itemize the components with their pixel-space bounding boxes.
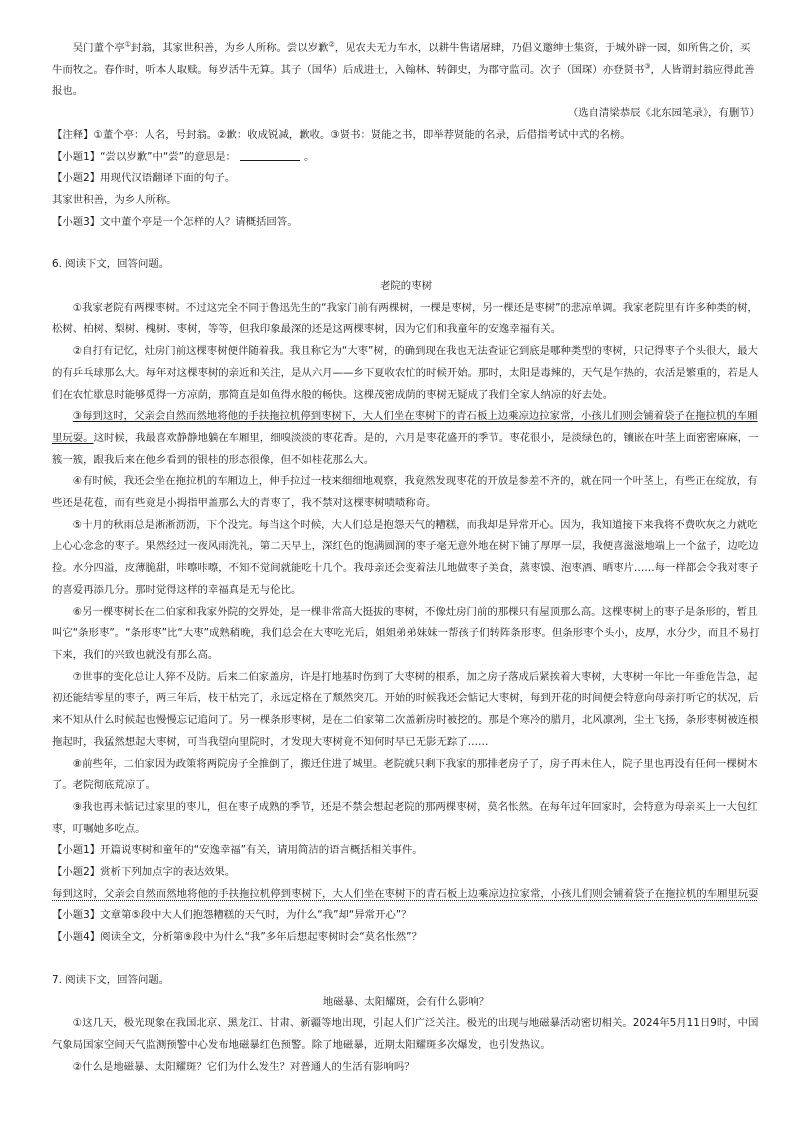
paragraph-2: ②自打有记忆，灶房门前这棵枣树便伴随着我。我且称它为“大枣”树，的确到现在我也无法查证它到底是哪种类型的枣树，只记得枣子个头很大，最大的有乒乓球那么大。每年对这棵枣树的亲近和关注，是从六月——乡下夏收农忙的时候开始。那时，太阳是毒辣的，天气是乍热的，农活是繁重的，若是人们在农忙歇息时能够觅得一方凉荫，那简直是如鱼得水般的畅快。这棵茂密成荫的枣树无疑成了我们全家人纳凉的好去处。 [52, 345, 759, 401]
translate-sentence: 其家世积善，为乡人所称。 [52, 193, 177, 206]
classical-text: 吴门董个亭①封翁，其家世积善，为乡人所称。尝以岁歉②，见农夫无力车水，以耕牛售诸屠肆，乃倡义邀绅士集资，于城外辟一园，如所售之价，买牛而牧之。春作时，听本人取赎。每岁活牛无算。其子（国华）后成进士，入翰林、转御史，为郡守监司。次子（国琛）亦登贤书③，人皆谓封翁应得此善报也。 [52, 40, 755, 98]
sub-question-1: 【小题1】开篇说枣树和童年的“安逸幸福”有关，请用简洁的语言概括相关事件。 [52, 844, 423, 857]
article-title: 地磁暴、太阳耀斑，会有什么影响？ [322, 995, 490, 1008]
question-5 [52, 38, 760, 233]
paragraph-8: ⑧前些年，二伯家因为政策将两院房子全推倒了，搬迁住进了城里。老院就只剩下我家的那排老房子了，房子再未住人，院子里也再没有任何一棵树木了。老院彻底荒凉了。 [52, 757, 758, 792]
quoted-sentence: 每到这时，父亲会自然而然地将他的手扶拖拉机停到枣树下，大人们坐在枣树下的青石板上边乘凉边拉家常，小孩儿们则会铺着袋子在拖拉机的车厢里玩耍 [52, 887, 759, 900]
underlined-sentence: ③每到这时，父亲会自然而然地将他的手扶拖拉机停到枣树下，大人们坐在枣树下的青石板上边乘凉边拉家常，小孩儿们则会铺着袋子在拖拉机的车厢里玩耍。 [52, 410, 758, 444]
sub-question-1: 【小题1】“尝以岁歉”中“尝”的意思是： 。 [52, 147, 760, 169]
paragraph-2: ②什么是地磁暴、太阳耀斑？它们为什么发生？对普通人的生活有影响吗？ [72, 1060, 415, 1073]
source-citation: （选自清梁恭辰《北东园笔录》，有删节） [567, 107, 760, 120]
paragraph-3: ③每到这时，父亲会自然而然地将他的手扶拖拉机停到枣树下，大人们坐在枣树下的青石板上边乘凉边拉家常，小孩儿们则会铺着袋子在拖拉机的车厢里玩耍。这时候，我最喜欢静静地躺在车厢里，细嗅淡淡的枣花香。是的，六月是枣花盛开的季节。枣花很小，是淡绿色的，镶嵌在叶茎上面密密麻麻，一簇一簇，跟我后来在他乡看到的银桂的形态很像，但不如桂花那么大。 [52, 410, 759, 466]
sub-question-3: 【小题3】文章第⑤段中大人们抱怨糟糕的天气时，为什么“我”却“异常开心”？ [52, 909, 412, 922]
paragraph-7: ⑦世事的变化总让人猝不及防。后来二伯家盖房，许是打地基时伤到了大枣树的根系，加之房子落成后紧挨着大枣树，大枣树一年比一年垂危告急，起初还能结零星的枣子，两三年后，枝干枯完了，永远定格在了颓然突兀。开始的时候我还会惦记大枣树，每到开花的时间便会特意向母亲打听它的状况，后来不知从什么时候起也慢慢忘记追问了。另一棵条形枣树，是在二伯家第二次盖新房时被挖的。那是个寒冷的腊月，北风凛冽，尘土飞扬，条形枣树被连根拖起时，我猛然想起大枣树，可当我望向里院时，才发现大枣树竟不知何时早已无影无踪了…… [52, 670, 759, 748]
question-7 [52, 970, 760, 1079]
sub-question-3: 【小题3】文中董个亭是一个怎样的人？请概括回答。 [52, 215, 298, 228]
sub-question-2: 【小题2】赏析下列加点字的表达效果。 [52, 866, 236, 879]
annotation-note: 【注释】①董个亭：人名，号封翁。②歉：收成锐减，歉收。③贤书：贤能之书，即举荐贤能的名录，后借指考试中式的名榜。 [52, 128, 631, 141]
paragraph-4: ④有时候，我还会坐在拖拉机的车厢边上，伸手拉过一枝来细细地观察，我竟然发现枣花的开放是参差不齐的，就在同一个叶茎上，有些正在绽放，有些还是花苞，而有些竟是小拇指甲盖那么大的青枣了，我不禁对这棵枣树啧啧称奇。 [52, 475, 758, 510]
paragraph-1: ①这几天，极光现象在我国北京、黑龙江、甘肃、新疆等地出现，引起人们广泛关注。极光的出现与地磁暴活动密切相关。2024年5月11日9时，中国气象局国家空间天气监测预警中心发布地磁暴红色预警。除了地磁暴，近期太阳耀斑多次爆发，也引发热议。 [52, 1017, 759, 1051]
paragraph-6: ⑥另一棵枣树长在二伯家和我家外院的交界处，是一棵非常高大挺拔的枣树，不像灶房门前的那棵只有屋顶那么高。这棵枣树上的枣子是条形的，暂且叫它“条形枣”。“条形枣”比“大枣”成熟稍晚，我们总会在大枣吃光后，姐姐弟弟妹妹一帮孩子们转阵条形枣。但条形枣个头小，皮厚，水分少，而且不易打下来，我们的兴致也就没有那么高。 [52, 605, 760, 661]
article-title: 老院的枣树 [380, 280, 432, 293]
paragraph-5: ⑤十月的秋雨总是淅淅沥沥，下个没完。每当这个时候，大人们总是抱怨天气的糟糕，而我却是异常开心。因为，我知道接下来我将不费吹灰之力就吃上心心念念的枣子。果然经过一夜风雨洗礼，第二天早上，深红色的饱满圆润的枣子毫无意外地在树下铺了厚厚一层，我便喜滋滋地端上一个盆子，边吃边捡。水分四溢，皮薄脆甜，咔嚓咔嚓，不知不觉间就能吃十几个。我母亲还会变着法儿地做枣子美食，蒸枣馍、泡枣酒、晒枣片……每一样都会令我对枣子的喜爱再添几分。那时觉得这样的幸福真是无与伦比。 [52, 518, 759, 596]
question-6 [52, 254, 760, 949]
sub-question-4: 【小题4】阅读全文，分析第⑨段中为什么“我”多年后想起枣树时会“莫名怅然”？ [52, 931, 422, 944]
answer-blank[interactable] [240, 148, 300, 161]
paragraph-9: ⑨我也再未惦记过家里的枣儿，但在枣子成熟的季节，还是不禁会想起老院的那两棵枣树，莫名怅然。在每年过年回家时，会特意为母亲买上一大包红枣，叮嘱她多吃点。 [52, 800, 758, 835]
question-header: 6. 阅读下文，回答问题。 [52, 258, 170, 271]
sub-question-2: 【小题2】用现代汉语翻译下面的句子。 [52, 172, 236, 185]
paragraph-1: ①我家老院有两棵枣树。不过这完全不同于鲁迅先生的“我家门前有两棵树，一棵是枣树，另一棵还是枣树”的悲凉单调。我家老院里有许多种类的树，松树、柏树、梨树、槐树、枣树，等等，但我印象最深的还是这两棵枣树，因为它们和我童年的安逸幸福有关。 [52, 301, 758, 336]
question-header: 7. 阅读下文，回答问题。 [52, 973, 170, 986]
